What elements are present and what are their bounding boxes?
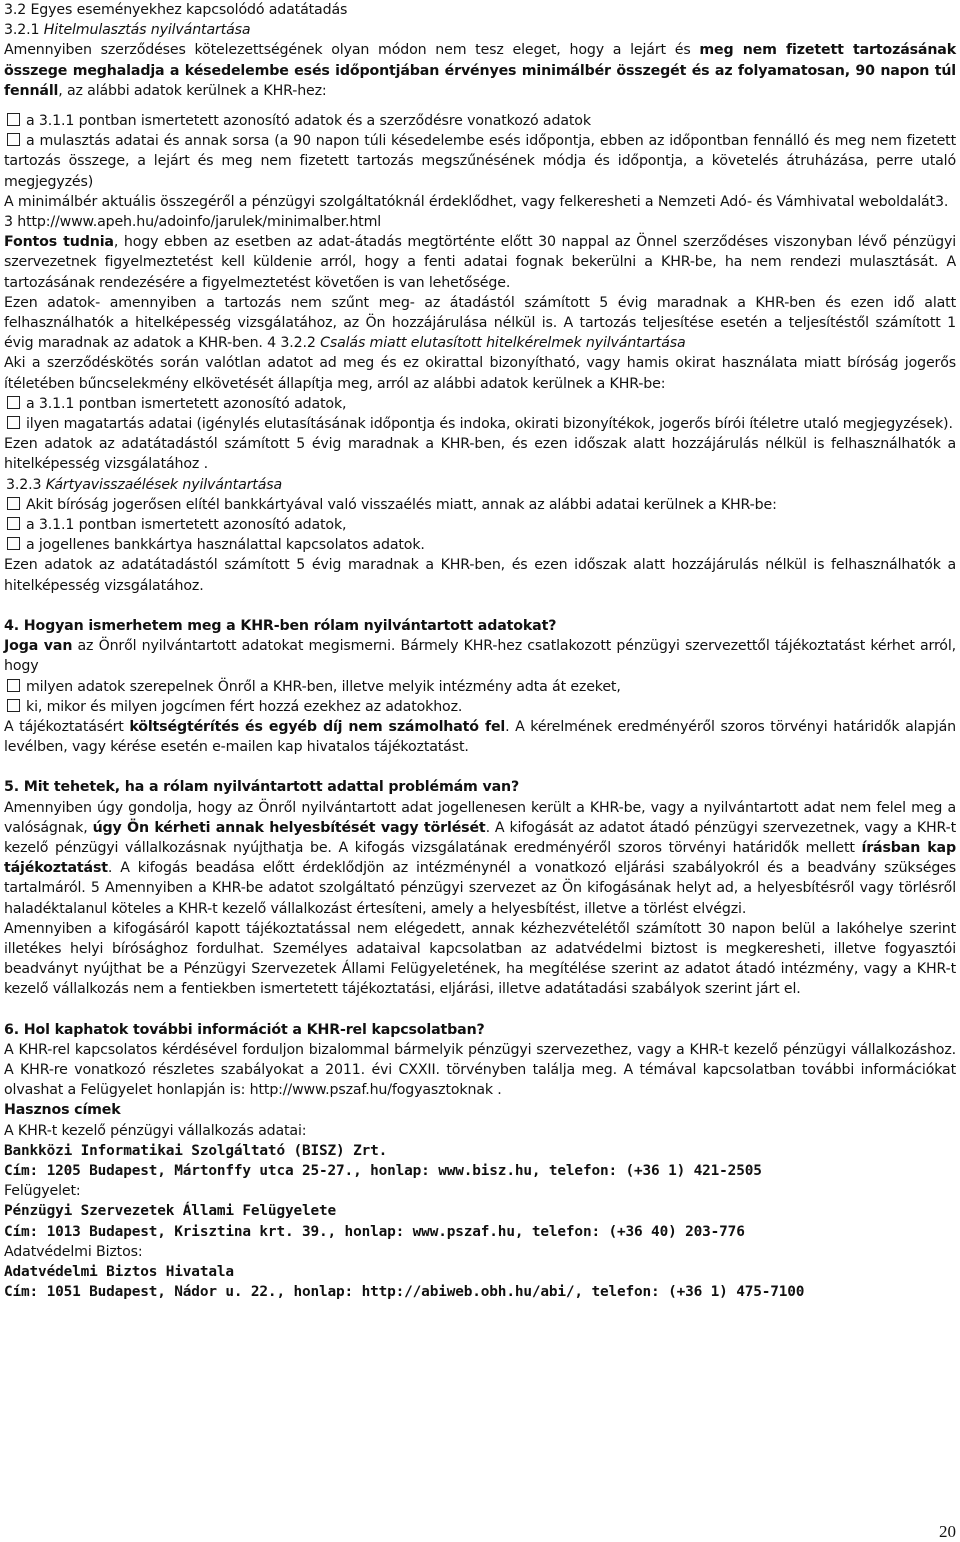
checkbox-item [4, 515, 956, 535]
checkbox-icon [7, 113, 20, 126]
section-title: Hitelmulasztás nyilvántartása [43, 22, 251, 39]
bold-text: úgy Ön kérheti annak helyesbítését vagy törlését [92, 819, 486, 836]
section-heading-6: 6. Hol kaphatok további információt a KHR-rel kapcsolatban? [4, 1021, 485, 1038]
item-text: Akit bíróság jogerősen elítél bankkártyával való visszaélés miatt, annak az alábbi adatai kerülnek a KHR-be: [26, 496, 777, 513]
checkbox-item [4, 394, 956, 414]
page-number: 20 [939, 1522, 956, 1541]
item-text: a 3.1.1 pontban ismertetett azonosító adatok, [26, 517, 347, 534]
checkbox-icon [7, 416, 20, 429]
contact-label: A KHR-t kezelő pénzügyi vállalkozás adatai: [4, 1122, 307, 1139]
bold-text: meg nem fizetett tartozásának összege meghaladja a késedelembe esés időpontjában érvényes minimálbér összegét és az folyamatosan, 90 napon túl fennáll [4, 42, 956, 99]
paragraph [4, 798, 956, 919]
text: Amennyiben szerződéses kötelezettségének olyan módon nem tesz eleget, hogy a lejárt és [4, 42, 700, 59]
bold-text: Fontos tudnia [4, 234, 114, 251]
document-page [4, 0, 956, 1302]
paragraph: A minimálbér aktuális összegéről a pénzügyi szolgáltatóknál érdeklődhet, vagy felkeresheti a Nemzeti Adó- és Vámhivatal weboldalát3. [4, 193, 949, 210]
checkbox-icon [7, 679, 20, 692]
checkbox-item [4, 495, 956, 515]
section-heading-3-2-3 [4, 475, 956, 495]
text: , az alábbi adatok kerülnek a KHR-hez: [58, 82, 327, 99]
checkbox-icon [7, 517, 20, 530]
section-heading-4: 4. Hogyan ismerhetem meg a KHR-ben rólam nyilvántartott adatokat? [4, 617, 557, 634]
checkbox-item [4, 131, 956, 192]
paragraph [4, 636, 956, 676]
text: . A kifogását az adatot átadó pénzügyi szervezetnek, vagy a KHR-t kezelő pénzügyi vállalkozásnak nyújthatja be. A kifogás vizsgálatának eredményéről szoros törvényi határidők mellett [4, 819, 957, 856]
paragraph: A KHR-rel kapcsolatos kérdésével forduljon bizalommal bármelyik pénzügyi szervezethez, vagy a KHR-t kezelő pénzügyi vállalkozáshoz. A KHR-re vonatkozó részletes szabályokat a 2011. évi CXXII. törvényben találja meg. A témával kapcsolatban további információkat olvashat a Felügyelet honlapján is: http://www.pszaf.hu/fogyasztoknak . [4, 1041, 956, 1099]
section-title: Kártyavisszaélések nyilvántartása [45, 476, 283, 493]
contact-name: Pénzügyi Szervezetek Állami Felügyelete [4, 1203, 337, 1220]
text: . A kérelmének eredményéről szoros törvényi határidők alapján levélben, vagy kérése esetén e-mailen kap hivatalos tájékoztatást. [4, 718, 956, 756]
item-text: a 3.1.1 pontban ismertetett azonosító adatok, [26, 395, 347, 412]
item-text: ki, mikor és milyen jogcímen fért hozzá ezekhez az adatokhoz. [26, 698, 463, 715]
contact-name: Bankközi Informatikai Szolgáltató (BISZ) Zrt. [4, 1142, 388, 1159]
checkbox-icon [7, 396, 20, 409]
text: . A kifogás beadása előtt érdeklődjön az intézménynél a vonatkozó eljárási szabályokról és a beadvány szükséges tartalmáról. 5 Amennyiben a KHR-be adatot szolgáltató pénzügyi szervezet az Ön kifogásának helyt ad, a helyesbítésről vagy törlésről haladéktalanul köteles a KHR-t kezelő vállalkozást értesíteni, amely a helyesbítést, illetve a törlést elvégzi. [4, 860, 956, 917]
checkbox-item [4, 697, 956, 717]
footnote: 3 http://www.apeh.hu/adoinfo/jarulek/minimalber.html [4, 214, 382, 231]
bold-text: írásban kap tájékoztatást [4, 839, 956, 877]
section-heading-3-2-1 [4, 20, 956, 40]
paragraph: Ezen adatok az adatátadástól számított 5 évig maradnak a KHR-ben, és ezen időszak alatt hozzájárulás nélkül is felhasználhatók a hitelképesség vizsgálatához . [4, 436, 956, 473]
italic-title: Csalás miatt elutasított hitelkérelmek nyilvántartása [320, 335, 686, 352]
item-text: milyen adatok szerepelnek Önről a KHR-ben, illetve melyik intézmény adta át ezeket, [26, 678, 621, 695]
bold-text: költségtérítés és egyéb díj nem számolható fel [129, 718, 506, 735]
contact-address: Cím: 1013 Budapest, Krisztina krt. 39., honlap: www.pszaf.hu, telefon: (+36 40) 203-776 [4, 1223, 745, 1240]
paragraph [4, 232, 956, 293]
item-text: ilyen magatartás adatai (igénylés elutasításának időpontja és indoka, okirati bizonyítékok, jogerős bírói ítéletre utaló megjegyzések). [26, 416, 953, 433]
checkbox-item [4, 111, 956, 131]
section-heading-5: 5. Mit tehetek, ha a rólam nyilvántartott adattal problémám van? [4, 779, 520, 796]
section-heading-3-2: 3.2 Egyes eseményekhez kapcsolódó adatátadás [4, 2, 348, 18]
contact-name: Adatvédelmi Biztos Hivatala [4, 1263, 234, 1280]
item-text: a jogellenes bankkártya használattal kapcsolatos adatok. [26, 537, 425, 554]
item-text: a mulasztás adatai és annak sorsa (a 90 napon túli késedelembe esés időpontja, ebben az időpontban fennálló és meg nem fizetett tartozás összege, a lejárt és meg nem fizetett tartozás megszűnésének módja és időpontja, a követelés átruházása, perre utaló megjegyzés) [4, 133, 956, 190]
paragraph [4, 40, 956, 101]
checkbox-icon [7, 497, 20, 510]
text: Ezen adatok- amennyiben a tartozás nem szűnt meg- az átadástól számított 5 évig maradnak a KHR-ben és ezen idő alatt felhasználhatók a hitelképesség vizsgálatához, az Ön hozzájárulása nélkül is. A tartozás teljesítése esetén a teljesítéstől számított 1 évig maradnak az adatok a KHR-ben. 4 3.2.2 [4, 294, 956, 352]
text: , hogy ebben az esetben az adat-átadás megtörténte előtt 30 nappal az Önnel szerződéses viszonyban lévő pénzügyi szervezetnek figyelmeztetést kell küldenie arról, hogy a fenti adatai fognak bekerülni a KHR-be, ha nem rendezi mulasztását. A tartozásának rendezésére a figyelmeztetést követően is van lehetősége. [4, 234, 956, 291]
text: az Önről nyilvántartott adatokat megismerni. Bármely KHR-hez csatlakozott pénzügyi szervezettől tájékoztatást kérhet arról, hogy [4, 638, 956, 675]
section-number: 3.2.3 [6, 476, 46, 493]
contact-address: Cím: 1051 Budapest, Nádor u. 22., honlap: http://abiweb.obh.hu/abi/, telefon: (+36 1) 475-7100 [4, 1284, 805, 1301]
text: A tájékoztatásért [4, 718, 130, 735]
paragraph: Amennyiben a kifogásáról kapott tájékoztatással nem elégedett, annak kézhezvételétől számított 30 napon belül a lakóhelye szerint illetékes helyi bírósághoz fordulhat. Személyes adataival kapcsolatban az adatvédelmi biztost is megkeresheti, illetve fogyasztói beadványt nyújthat be a Pénzügyi Szervezetek Állami Felügyeletének, ha megítélése szerint az adatot átadó intézmény, vagy a KHR-t kezelő vállalkozás nem a fentiekben ismertetett tájékoztatási, eljárási, illetve adatátadási szabályok szerint járt el. [4, 920, 956, 998]
checkbox-icon [7, 699, 20, 712]
checkbox-item [4, 414, 956, 434]
contact-label: Adatvédelmi Biztos: [4, 1243, 143, 1260]
checkbox-item [4, 535, 956, 555]
checkbox-icon [7, 133, 20, 146]
checkbox-icon [7, 537, 20, 550]
paragraph [4, 293, 956, 354]
contact-label: Felügyelet: [4, 1183, 81, 1200]
paragraph [4, 717, 956, 757]
contact-address: Cím: 1205 Budapest, Mártonffy utca 25-27., honlap: www.bisz.hu, telefon: (+36 1) 421-2505 [4, 1162, 762, 1179]
checkbox-item [4, 677, 956, 697]
bold-text: Joga van [4, 638, 73, 655]
paragraph: Aki a szerződéskötés során valótlan adatot ad meg és ez okirattal bizonyítható, vagy hamis okirat használata miatt bíróság jogerős ítéletében bűncselekmény elkövetését állapítja meg, arról az alábbi adatok kerülnek a KHR-be: [4, 355, 956, 392]
item-text: a 3.1.1 pontban ismertetett azonosító adatok és a szerződésre vonatkozó adatok [26, 113, 591, 130]
text: Amennyiben úgy gondolja, hogy az Önről nyilvántartott adat jogellenesen került a KHR-be, vagy a nyilvántartott adat nem felel meg a valóságnak, [4, 799, 956, 836]
useful-addresses-heading: Hasznos címek [4, 1102, 121, 1119]
section-number: 3.2.1 [4, 22, 44, 39]
paragraph: Ezen adatok az adatátadástól számított 5 évig maradnak a KHR-ben, és ezen időszak alatt hozzájárulás nélkül is felhasználhatók a hitelképesség vizsgálatához. [4, 557, 956, 594]
